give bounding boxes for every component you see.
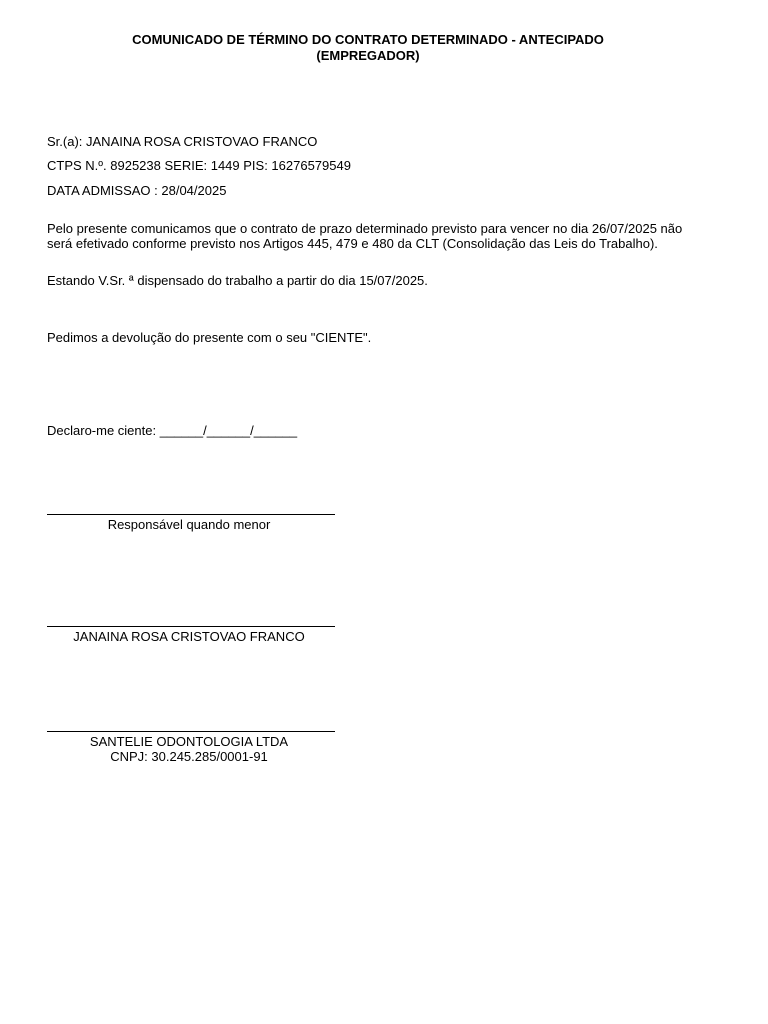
ctps-line: CTPS N.º. 8925238 SERIE: 1449 PIS: 16276579549	[47, 158, 351, 173]
guardian-signature-text: Responsável quando menor	[107, 517, 271, 532]
employee-signature-text: JANAINA ROSA CRISTOVAO FRANCO	[73, 629, 305, 644]
employer-cnpj: CNPJ: 30.245.285/0001-91	[110, 749, 268, 764]
notice-paragraph-line-1: Pelo presente comunicamos que o contrato de prazo determinado previsto para vencer no dia 26/07/2025 não	[47, 221, 683, 236]
employer-name: SANTELIE ODONTOLOGIA LTDA	[89, 734, 289, 749]
guardian-signature-label	[47, 517, 331, 532]
employer-signature-label	[47, 734, 331, 764]
employee-signature-line[interactable]	[47, 626, 335, 627]
dismissal-line: Estando V.Sr. ª dispensado do trabalho a partir do dia 15/07/2025.	[47, 273, 428, 288]
recipient-line: Sr.(a): JANAINA ROSA CRISTOVAO FRANCO	[47, 134, 318, 149]
return-request-line: Pedimos a devolução do presente com o seu "CIENTE".	[47, 330, 372, 345]
admission-date-line: DATA ADMISSAO : 28/04/2025	[47, 183, 227, 198]
notice-paragraph-line-2: será efetivado conforme previsto nos Artigos 445, 479 e 480 da CLT (Consolidação das Leis do Trabalho).	[47, 236, 658, 251]
notice-paragraph	[47, 221, 707, 251]
guardian-signature-line[interactable]	[47, 514, 335, 515]
document-title-line-2: (EMPREGADOR)	[316, 48, 420, 63]
document-title-line-1: COMUNICADO DE TÉRMINO DO CONTRATO DETERMINADO - ANTECIPADO	[132, 32, 604, 47]
employee-signature-label	[47, 629, 331, 644]
document-title	[0, 32, 736, 64]
acknowledgement-line: Declaro-me ciente: ______/______/______	[47, 423, 298, 438]
employer-signature-line[interactable]	[47, 731, 335, 732]
